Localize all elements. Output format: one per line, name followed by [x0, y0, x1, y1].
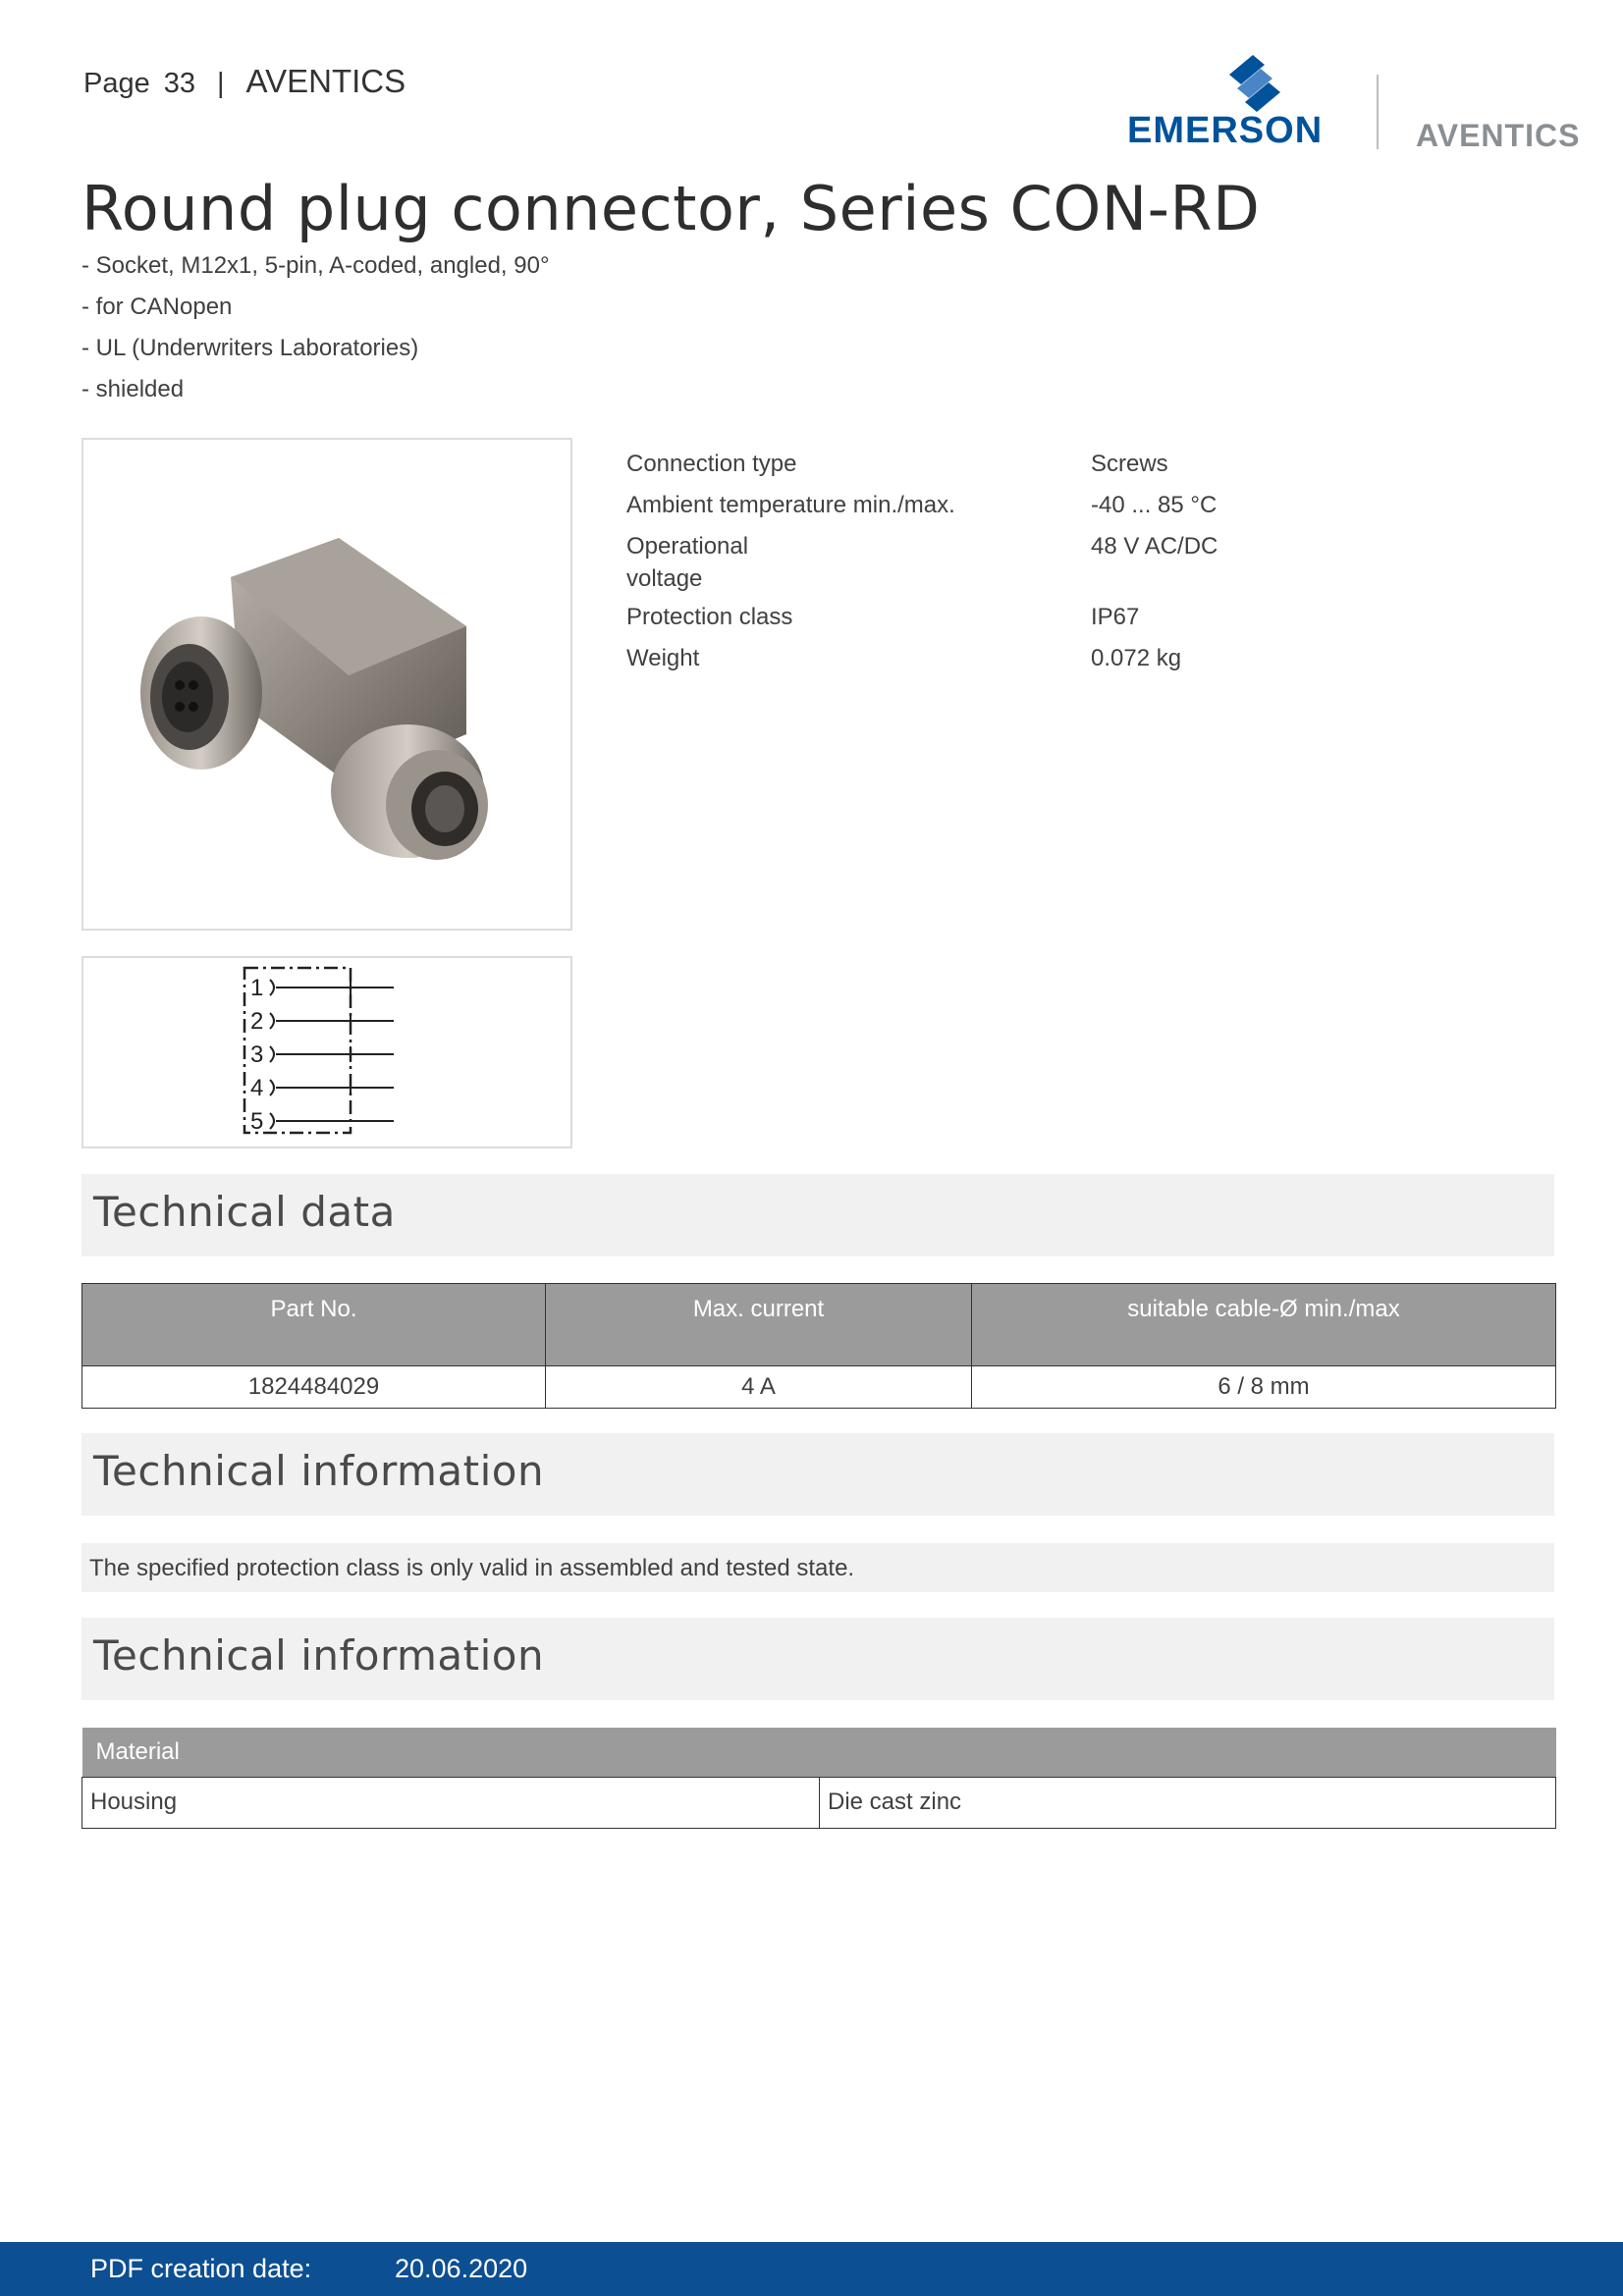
emerson-aventics-logo [1127, 55, 1598, 153]
page-label: Page [83, 68, 150, 99]
technical-data-heading [81, 1174, 1554, 1256]
property-row [626, 601, 1314, 642]
property-key-line: Operational [626, 533, 749, 560]
pin-diagram [83, 958, 570, 1147]
property-value: 48 V AC/DC [1091, 533, 1218, 560]
list-item: - shielded [81, 376, 185, 402]
list-item: - Socket, M12x1, 5-pin, A-coded, angled, 90° [81, 252, 550, 279]
page-title: Round plug connector, Series CON-RD [81, 173, 1261, 244]
table-row [82, 1777, 1556, 1828]
column-header: Max. current [546, 1284, 972, 1366]
logo-divider [1377, 75, 1379, 149]
property-row [626, 489, 1314, 530]
pin-label: 5 [250, 1108, 264, 1135]
section-title: Technical information [93, 1631, 545, 1680]
footer-label: PDF creation date: [90, 2254, 312, 2283]
pin-label: 4 [250, 1075, 264, 1101]
technical-information-heading [81, 1618, 1554, 1700]
property-value: Screws [1091, 451, 1168, 477]
property-key [626, 530, 1019, 595]
pin-label: 3 [250, 1041, 264, 1068]
column-header: Part No. [82, 1284, 546, 1366]
section-title: Technical information [93, 1447, 545, 1495]
technical-information-heading [81, 1433, 1554, 1516]
table-cell: 1824484029 [82, 1366, 546, 1409]
column-header: Material [82, 1728, 1556, 1777]
list-item: - UL (Underwriters Laboratories) [81, 335, 419, 361]
footer-date: 20.06.2020 [395, 2254, 528, 2283]
property-key: Weight [626, 645, 700, 671]
table-row [82, 1366, 1556, 1409]
footer-bar [0, 2242, 1623, 2296]
table-cell: Die cast zinc [820, 1777, 1556, 1828]
property-value: -40 ... 85 °C [1091, 492, 1217, 518]
table-cell: 4 A [546, 1366, 972, 1409]
product-image [81, 438, 572, 931]
pin-schematic [81, 956, 572, 1148]
table-cell: Housing [82, 1777, 820, 1828]
technical-data-table [81, 1283, 1556, 1409]
header-brand: AVENTICS [245, 63, 406, 99]
property-value: IP67 [1091, 604, 1140, 630]
property-row [626, 530, 1314, 601]
page-header [83, 63, 419, 100]
protection-class-note [81, 1543, 1554, 1592]
property-row [626, 448, 1314, 489]
emerson-logo-icon [1225, 55, 1280, 114]
pin-label: 2 [250, 1008, 264, 1035]
material-table [81, 1728, 1556, 1829]
property-value: 0.072 kg [1091, 645, 1182, 671]
property-key: Protection class [626, 604, 793, 630]
property-key-line: voltage [626, 565, 703, 592]
note-text: The specified protection class is only valid in assembled and tested state. [89, 1555, 855, 1581]
property-key: Ambient temperature min./max. [626, 492, 955, 518]
list-item: - for CANopen [81, 294, 233, 320]
aventics-wordmark: AVENTICS [1416, 118, 1581, 153]
emerson-wordmark: EMERSON [1127, 110, 1324, 151]
column-header: suitable cable-Ø min./max [972, 1284, 1556, 1366]
pin-label: 1 [250, 975, 264, 1001]
table-cell: 6 / 8 mm [972, 1366, 1556, 1409]
feature-list [81, 251, 550, 416]
header-separator: | [217, 68, 225, 99]
section-title: Technical data [93, 1188, 396, 1236]
connector-illustration [83, 440, 570, 929]
property-row [626, 642, 1314, 683]
property-key: Connection type [626, 451, 797, 477]
page-number: 33 [163, 68, 195, 99]
